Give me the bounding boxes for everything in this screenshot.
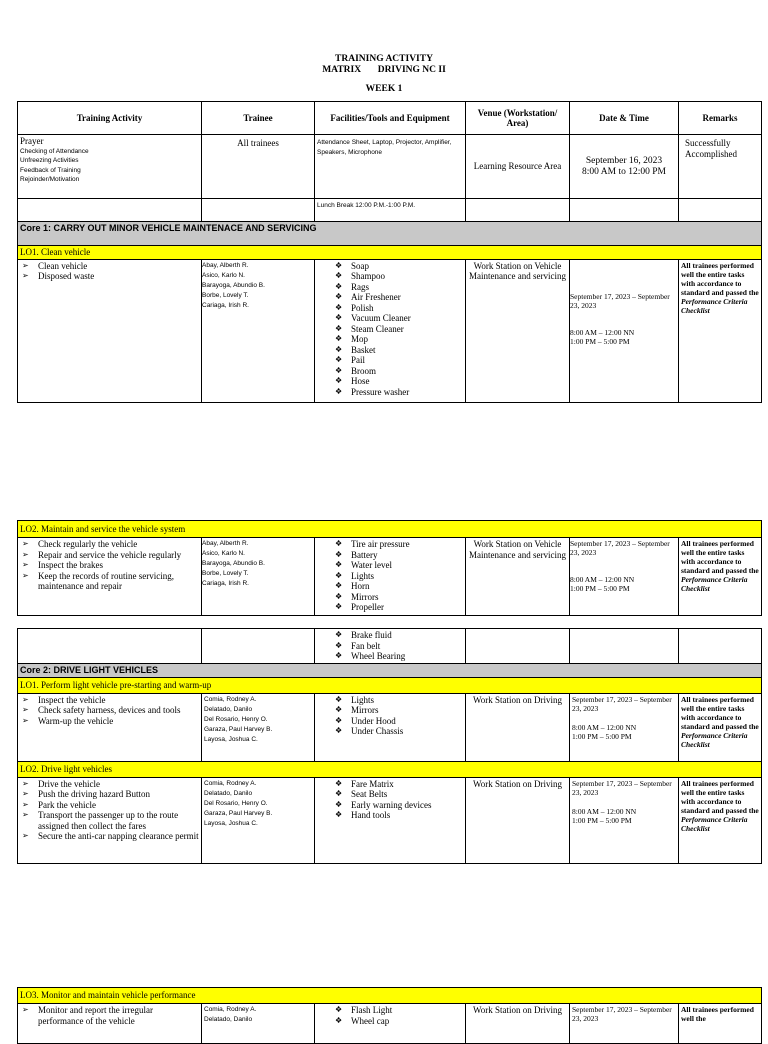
opening-facilities: Attendance Sheet, Laptop, Projector, Amplifier, Speakers, Microphone (315, 135, 466, 199)
opening-activities (18, 135, 202, 199)
text-line: Performance Criteria Checklist (681, 730, 748, 749)
text-line: Delatado, Danilo (204, 705, 253, 713)
list-item: ❖ Water level (333, 560, 463, 571)
c2lo3-remarks: All trainees performed well the (679, 1004, 762, 1044)
training-matrix-table-3 (17, 628, 762, 864)
opening-datetime (570, 135, 679, 199)
text-line: LO3 (20, 990, 37, 1001)
text-line: Performance Criteria Checklist (681, 296, 748, 315)
empty-cell (570, 629, 679, 664)
lo2-tools-continued-row (18, 629, 762, 664)
list-item: ❖ Fare Matrix (333, 779, 463, 790)
text-line: 8:00 AM – 12:00 NN (570, 327, 635, 337)
list-item: ❖ Basket (333, 345, 463, 356)
list-item: ➢ Check safety harness, devices and tools (20, 705, 199, 716)
text-line (570, 557, 676, 575)
text-line: September 17, 2023 – September 23, 2023 (570, 539, 670, 557)
lo1-venue: Work Station on Vehicle Maintenance and servicing (466, 259, 570, 402)
text-line: Asico, Karlo N. (202, 271, 245, 279)
list-item: ➢ Park the vehicle (20, 800, 199, 811)
text-line: . Drive light vehicles (36, 763, 112, 774)
list-item: ➢ Disposed waste (20, 271, 199, 282)
lo2-remarks (679, 538, 762, 616)
document-title-line1: TRAINING ACTIVITY (335, 54, 433, 64)
text-line: 8:00 AM – 12:00 NN (572, 722, 637, 732)
empty-cell (679, 199, 762, 222)
empty-cell (679, 629, 762, 664)
text-line: 1:00 PM – 5:00 PM (570, 336, 630, 346)
list-item: ➢ Keep the records of routine servicing, maintenance and repair (20, 571, 199, 592)
core1-lo2-title (18, 521, 762, 538)
c2lo2-tools (315, 777, 466, 863)
empty-cell (466, 664, 762, 678)
list-item: ❖ Early warning devices (333, 800, 463, 811)
list-item: ❖ Wheel Bearing (333, 651, 463, 662)
text-line: . Clean vehicle (36, 247, 91, 257)
core2-lo1-title (18, 677, 762, 693)
list-item: ➢ Clean vehicle (20, 261, 199, 272)
lunch-break: Lunch Break 12:00 P.M.-1:00 P.M. (315, 199, 466, 222)
list-item: ➢ Warm-up the vehicle (20, 716, 199, 727)
core1-lo2-row (18, 521, 762, 538)
list-item: ❖ Soap (333, 261, 463, 272)
empty-cell (466, 629, 570, 664)
list-item: ➢ Check regularly the vehicle (20, 539, 199, 550)
core2-lo3-row (18, 988, 762, 1004)
bullet-list (317, 261, 463, 398)
text-line: All trainees performed well the entire tasks with accordance to standard and passed the (681, 778, 759, 815)
bullet-list (20, 539, 199, 592)
list-item: ➢ Secure the anti-car napping clearance permit (20, 831, 199, 842)
lo1-remarks (679, 259, 762, 402)
text-line: 8:00 AM – 12:00 NN (572, 806, 637, 816)
core1-lo1-title (18, 246, 762, 260)
list-item: ❖ Air Freshener (333, 292, 463, 303)
list-item: ❖ Rags (333, 282, 463, 293)
opening-venue: Learning Resource Area (466, 135, 570, 199)
c2lo1-trainees (202, 693, 315, 761)
list-item: ❖ Lights (333, 695, 463, 706)
activity-item: Checking of Attendance (20, 147, 89, 155)
core2-lo2-content (18, 777, 762, 863)
c2lo1-tools (315, 693, 466, 761)
c2lo1-activities (18, 693, 202, 761)
empty-cell (202, 199, 315, 222)
core2-lo1-row (18, 677, 762, 693)
text-line: Borbe, Lovely T. (202, 291, 249, 299)
activity-item: Feedback of Training (20, 166, 81, 174)
text-line: . Perform light vehicle pre-starting and warm-up (36, 679, 212, 690)
list-item: ❖ Brake fluid (333, 630, 463, 641)
text-line: Barayoga, Abundio B. (202, 281, 265, 289)
text-line: Barayoga, Abundio B. (202, 560, 265, 567)
core2-lo2-title (18, 761, 762, 777)
c2lo3-venue: Work Station on Driving (466, 1004, 570, 1044)
text-line: LO1 (20, 679, 37, 690)
col-trainee: Trainee (202, 102, 315, 135)
c2lo2-trainees (202, 777, 315, 863)
text-line: 1:00 PM – 5:00 PM (572, 731, 632, 741)
text-line: LO2 (20, 763, 37, 774)
text-line: Abay, Alberth R. (202, 261, 249, 269)
training-matrix-table-2 (17, 520, 762, 616)
text-line: . Monitor and maintain vehicle performance (36, 990, 196, 1001)
bullet-list (20, 779, 199, 842)
text-line: . Maintain and service the vehicle system (36, 523, 186, 534)
list-item: ➢ Monitor and report the irregular performance of the vehicle (20, 1005, 199, 1026)
text-line: Performance Criteria Checklist (681, 814, 748, 833)
prayer-label: Prayer (20, 136, 44, 146)
list-item: ➢ Inspect the vehicle (20, 695, 199, 706)
text-line: Cariaga, Irish R. (202, 580, 249, 587)
text-line: LO1 (20, 247, 37, 257)
text-line: Abay, Alberth R. (202, 540, 249, 547)
text-line: September 17, 2023 – September 23, 2023 (572, 778, 672, 797)
opening-time: 8:00 AM to 12:00 PM (582, 166, 666, 177)
text-line: Comia, Rodney A. (204, 1006, 257, 1013)
text-line: Delatado, Danilo (204, 1016, 253, 1023)
lunch-row (18, 199, 762, 222)
empty-cell (18, 199, 202, 222)
c2lo2-activities (18, 777, 202, 863)
text-line (570, 310, 676, 328)
c2lo1-remarks (679, 693, 762, 761)
col-training-activity: Training Activity (18, 102, 202, 135)
c2lo1-datetime (570, 693, 679, 761)
core1-lo1-row (18, 246, 762, 260)
opening-row (18, 135, 762, 199)
lo2-datetime (570, 538, 679, 616)
c2lo1-venue: Work Station on Driving (466, 693, 570, 761)
bullet-list (20, 261, 199, 282)
list-item: ➢ Inspect the brakes (20, 560, 199, 571)
text-line: Cariaga, Irish R. (202, 301, 249, 309)
core1-lo1-content (18, 259, 762, 402)
list-item: ❖ Hose (333, 376, 463, 387)
list-item: ❖ Mirrors (333, 592, 463, 603)
opening-date: September 16, 2023 (585, 156, 663, 166)
col-date-time: Date & Time (570, 102, 679, 135)
text-line: September 17, 2023 – September 23, 2023 (572, 694, 672, 713)
document-title-line2: MATRIX DRIVING NC II (322, 65, 446, 75)
empty-cell (18, 629, 202, 664)
list-item: ❖ Steam Cleaner (333, 324, 463, 335)
text-line: Garaza, Paul Harvey B. (204, 809, 273, 817)
list-item: ➢ Transport the passenger up to the route assigned then collect the fares (20, 810, 199, 831)
core1-section-title (18, 222, 466, 246)
core2-lo1-content (18, 693, 762, 761)
list-item: ❖ Fan belt (333, 641, 463, 652)
lo2-activities (18, 538, 202, 616)
text-line: Core 2: (20, 665, 54, 675)
list-item: ❖ Broom (333, 366, 463, 377)
list-item: ❖ Wheel cap (333, 1016, 463, 1027)
header-row (18, 102, 762, 135)
text-line: Layosa, Joshua C. (204, 735, 258, 743)
week-label: WEEK 1 (365, 84, 403, 94)
lo2-tools (315, 538, 466, 616)
core2-lo2-row (18, 761, 762, 777)
bullet-list (317, 779, 463, 821)
lo1-datetime (570, 259, 679, 402)
list-item: ❖ Flash Light (333, 1005, 463, 1016)
text-line: All trainees performed well the entire tasks with accordance to standard and passed the (681, 694, 759, 731)
bullet-list (20, 1005, 199, 1026)
c2lo2-datetime (570, 777, 679, 863)
list-item: ❖ Polish (333, 303, 463, 314)
text-line: Del Rosario, Henry O. (204, 715, 268, 723)
text-line: Garaza, Paul Harvey B. (204, 725, 273, 733)
bullet-list (317, 695, 463, 737)
core2-section-row (18, 664, 762, 678)
text-line: DRIVE LIGHT VEHICLES (53, 665, 159, 675)
text-line: Delatado, Danilo (204, 789, 253, 797)
list-item: ❖ Tire air pressure (333, 539, 463, 550)
text-line: Borbe, Lovely T. (202, 570, 249, 577)
text-line: Core 1: (20, 223, 54, 233)
core1-lo2-content (18, 538, 762, 616)
text-line: All trainees performed well the entire tasks with accordance to standard and passed the (681, 539, 759, 575)
lo1-trainees (202, 259, 315, 402)
list-item: ❖ Battery (333, 550, 463, 561)
text-line: Comia, Rodney A. (204, 695, 257, 703)
opening-remarks: Successfully Accomplished (679, 135, 762, 199)
training-matrix-table-1 (17, 101, 762, 403)
text-line (572, 713, 676, 723)
lo2-trainees (202, 538, 315, 616)
text-line: Comia, Rodney A. (204, 779, 257, 787)
empty-cell (202, 629, 315, 664)
list-item: ➢ Drive the vehicle (20, 779, 199, 790)
text-line: Performance Criteria Checklist (681, 575, 748, 593)
list-item: ❖ Under Chassis (333, 726, 463, 737)
list-item: ❖ Pressure washer (333, 387, 463, 398)
core2-lo3-title (18, 988, 762, 1004)
opening-trainee: All trainees (202, 135, 315, 199)
core1-section-row (18, 222, 762, 246)
list-item: ❖ Shampoo (333, 271, 463, 282)
core2-section-title (18, 664, 466, 678)
lo1-tools (315, 259, 466, 402)
text-line: All trainees performed well the entire tasks with accordance to standard and passed the (681, 260, 759, 297)
text-line: 8:00 AM – 12:00 NN (570, 575, 635, 584)
list-item: ❖ Vacuum Cleaner (333, 313, 463, 324)
lo1-activities (18, 259, 202, 402)
text-line: LO2 (20, 523, 37, 534)
list-item: ❖ Horn (333, 581, 463, 592)
list-item: ❖ Mop (333, 334, 463, 345)
list-item: ➢ Repair and service the vehicle regularly (20, 550, 199, 561)
text-line: 1:00 PM – 5:00 PM (570, 584, 630, 593)
bullet-list (317, 539, 463, 613)
list-item: ❖ Under Hood (333, 716, 463, 727)
empty-cell (466, 222, 762, 246)
col-remarks: Remarks (679, 102, 762, 135)
list-item: ❖ Pail (333, 355, 463, 366)
bullet-list (317, 630, 463, 662)
list-item: ❖ Seat Belts (333, 789, 463, 800)
bullet-list (20, 695, 199, 727)
list-item: ❖ Lights (333, 571, 463, 582)
text-line: Layosa, Joshua C. (204, 819, 258, 827)
text-line (572, 797, 676, 807)
text-line: September 17, 2023 – September 23, 2023 (570, 291, 670, 310)
list-item: ❖ Propeller (333, 602, 463, 613)
activity-item: Rejoinder/Motivation (20, 176, 80, 183)
bullet-list (317, 1005, 463, 1026)
c2lo2-remarks (679, 777, 762, 863)
c2lo3-datetime: September 17, 2023 – September 23, 2023 (570, 1004, 679, 1044)
lo2-tools-continued (315, 629, 466, 664)
c2lo2-venue: Work Station on Driving (466, 777, 570, 863)
activity-item: Unfreezing Activities (20, 157, 79, 164)
training-matrix-table-4 (17, 987, 762, 1044)
list-item: ❖ Mirrors (333, 705, 463, 716)
lo2-venue: Work Station on Vehicle Maintenance and servicing (466, 538, 570, 616)
list-item: ➢ Push the driving hazard Button (20, 789, 199, 800)
list-item: ❖ Hand tools (333, 810, 463, 821)
empty-cell (466, 199, 570, 222)
text-line: Del Rosario, Henry O. (204, 799, 268, 807)
col-facilities: Facilities/Tools and Equipment (315, 102, 466, 135)
text-line: Asico, Karlo N. (202, 550, 245, 557)
text-line: CARRY OUT MINOR VEHICLE MAINTENACE AND SERVICING (53, 223, 317, 233)
col-venue: Venue (Workstation/ Area) (466, 102, 570, 135)
empty-cell (570, 199, 679, 222)
text-line: 1:00 PM – 5:00 PM (572, 815, 632, 825)
